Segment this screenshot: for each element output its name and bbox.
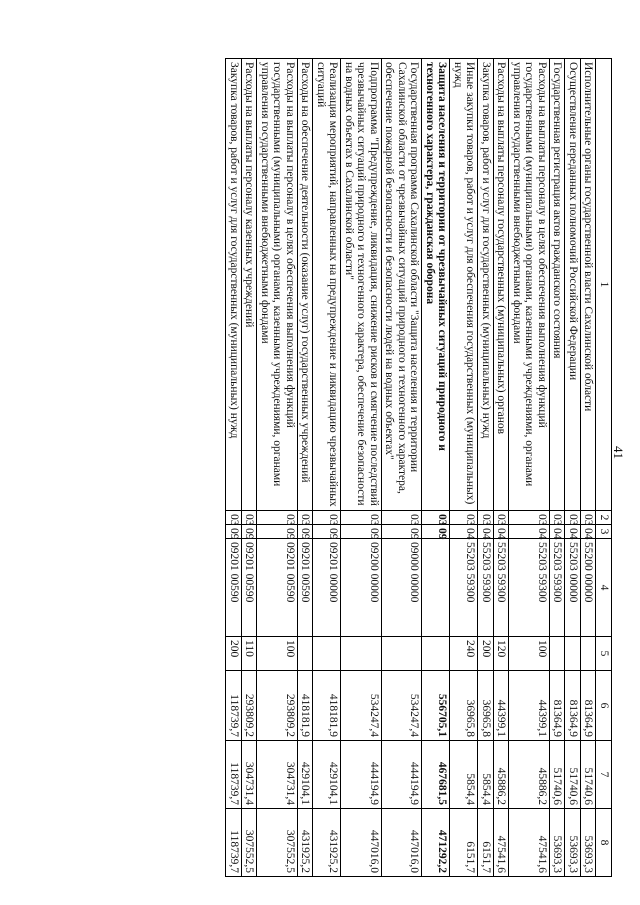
subsection-code-cell: 04 (450, 525, 478, 539)
name-cell: Иные закупки товаров, работ и услуг для обеспечения государственных (муниципальных) нужд (450, 59, 478, 511)
section-code-cell: 03 (509, 511, 550, 525)
amount-cell: 51740,6 (581, 741, 597, 809)
table-row (450, 59, 478, 877)
name-cell: Государственная программа Сахалинской области "Защита населения и территории Сахалинской области от чрезвычайных ситуаций природного и техногенного характера, обеспечение пожарной безопасности и безопасности людей на водных объектах" (382, 59, 423, 511)
amount-cell: 431925,2 (298, 809, 314, 877)
amount-cell: 444194,9 (341, 741, 382, 809)
amount-cell: 304731,4 (257, 741, 298, 809)
section-code-cell: 03 (341, 511, 382, 525)
table-row (341, 59, 382, 877)
expense-type-cell: 240 (450, 637, 478, 671)
amount-cell: 36965,8 (478, 671, 494, 741)
section-code-cell: 03 (298, 511, 314, 525)
amount-cell: 534247,4 (382, 671, 423, 741)
amount-cell: 431925,2 (313, 809, 341, 877)
amount-cell: 118739,7 (226, 741, 242, 809)
amount-cell: 467681,5 (422, 741, 450, 809)
amount-cell: 81364,9 (550, 671, 566, 741)
amount-cell: 6151,7 (450, 809, 478, 877)
name-cell: Расходы на выплаты персоналу казенных учреждений (242, 59, 258, 511)
amount-cell: 51740,6 (565, 741, 581, 809)
amount-cell: 429104,1 (313, 741, 341, 809)
header-cell: 3 (596, 525, 612, 539)
section-code-cell: 03 (565, 511, 581, 525)
target-code-cell: 09201 00590 (226, 539, 242, 637)
subsection-code-cell: 09 (382, 525, 423, 539)
amount-cell: 118739,7 (226, 671, 242, 741)
amount-cell: 418181,9 (313, 671, 341, 741)
subsection-code-cell: 09 (226, 525, 242, 539)
table-row (298, 59, 314, 877)
target-code-cell: 55203 00000 (565, 539, 581, 637)
section-code-cell: 03 (494, 511, 510, 525)
section-code-cell: 03 (226, 511, 242, 525)
amount-cell: 45886,2 (494, 741, 510, 809)
target-code-cell: 09200 00000 (341, 539, 382, 637)
section-code-cell: 03 (478, 511, 494, 525)
table-row (382, 59, 423, 877)
name-cell: Реализация мероприятий, направленных на предупреждение и ликвидацию чрезвычайных ситуаций (313, 59, 341, 511)
target-code-cell: 55203 59300 (550, 539, 566, 637)
amount-cell: 534247,4 (341, 671, 382, 741)
expense-type-cell (298, 637, 314, 671)
page-number: 41 (611, 446, 626, 459)
subsection-code-cell: 09 (341, 525, 382, 539)
target-code-cell: 09201 00590 (257, 539, 298, 637)
expense-type-cell (382, 637, 423, 671)
table-row (242, 59, 258, 877)
section-code-cell: 03 (257, 511, 298, 525)
header-cell: 5 (596, 637, 612, 671)
subsection-code-cell: 09 (313, 525, 341, 539)
amount-cell: 444194,9 (382, 741, 423, 809)
expense-type-cell (581, 637, 597, 671)
amount-cell: 304731,4 (242, 741, 258, 809)
table-row (226, 59, 242, 877)
amount-cell: 307552,5 (242, 809, 258, 877)
subsection-code-cell: 04 (581, 525, 597, 539)
amount-cell: 293809,2 (257, 671, 298, 741)
section-code-cell: 03 (382, 511, 423, 525)
section-code-cell: 03 (422, 511, 450, 525)
name-cell: Защита населения и территории от чрезвычайных ситуаций природного и техногенного характера, гражданская оборона (422, 59, 450, 511)
amount-cell: 293809,2 (242, 671, 258, 741)
amount-cell: 118739,7 (226, 809, 242, 877)
table-row (565, 59, 581, 877)
table-row (550, 59, 566, 877)
table-row (509, 59, 550, 877)
amount-cell: 556705,1 (422, 671, 450, 741)
header-cell: 4 (596, 539, 612, 637)
expense-type-cell (550, 637, 566, 671)
expense-type-cell (341, 637, 382, 671)
amount-cell: 53693,3 (550, 809, 566, 877)
name-cell: Осуществление переданных полномочий Российской Федерации (565, 59, 581, 511)
table-row (422, 59, 450, 877)
amount-cell: 44399,1 (509, 671, 550, 741)
target-code-cell: 09201 00590 (298, 539, 314, 637)
name-cell: Расходы на выплаты персоналу государственных (муниципальных) органов (494, 59, 510, 511)
expense-type-cell: 200 (478, 637, 494, 671)
amount-cell: 36965,8 (450, 671, 478, 741)
amount-cell: 429104,1 (298, 741, 314, 809)
expense-type-cell: 120 (494, 637, 510, 671)
target-code-cell: 09201 00000 (313, 539, 341, 637)
expense-type-cell (313, 637, 341, 671)
table-row (313, 59, 341, 877)
subsection-code-cell: 04 (494, 525, 510, 539)
subsection-code-cell: 04 (478, 525, 494, 539)
subsection-code-cell: 09 (242, 525, 258, 539)
amount-cell: 5854,4 (450, 741, 478, 809)
subsection-code-cell: 04 (565, 525, 581, 539)
target-code-cell: 55203 59300 (478, 539, 494, 637)
amount-cell: 53693,3 (565, 809, 581, 877)
name-cell: Закупка товаров, работ и услуг для государственных (муниципальных) нужд (226, 59, 242, 511)
expense-type-cell (565, 637, 581, 671)
section-code-cell: 03 (550, 511, 566, 525)
amount-cell: 81364,9 (565, 671, 581, 741)
name-cell: Расходы на обеспечение деятельности (оказание услуг) государственных учреждений (298, 59, 314, 511)
amount-cell: 47541,6 (509, 809, 550, 877)
section-code-cell: 03 (313, 511, 341, 525)
target-code-cell: 55203 59300 (494, 539, 510, 637)
header-cell: 2 (596, 511, 612, 525)
name-cell: Закупка товаров, работ и услуг для государственных (муниципальных) нужд (478, 59, 494, 511)
subsection-code-cell: 09 (298, 525, 314, 539)
header-cell: 8 (596, 809, 612, 877)
table-row (257, 59, 298, 877)
table-body (226, 59, 596, 877)
header-cell: 7 (596, 741, 612, 809)
subsection-code-cell: 04 (509, 525, 550, 539)
target-code-cell (422, 539, 450, 637)
expense-type-cell (422, 637, 450, 671)
header-cell: 1 (596, 59, 612, 511)
header-row (596, 59, 612, 877)
section-code-cell: 03 (581, 511, 597, 525)
amount-cell: 471292,2 (422, 809, 450, 877)
target-code-cell: 55200 00000 (581, 539, 597, 637)
amount-cell: 81364,9 (581, 671, 597, 741)
amount-cell: 5854,4 (478, 741, 494, 809)
subsection-code-cell: 09 (422, 525, 450, 539)
amount-cell: 6151,7 (478, 809, 494, 877)
table-row (494, 59, 510, 877)
amount-cell: 51740,6 (550, 741, 566, 809)
amount-cell: 418181,9 (298, 671, 314, 741)
table-row (478, 59, 494, 877)
section-code-cell: 03 (450, 511, 478, 525)
target-code-cell: 55203 59300 (450, 539, 478, 637)
target-code-cell: 09000 00000 (382, 539, 423, 637)
expense-type-cell: 100 (509, 637, 550, 671)
amount-cell: 53693,3 (581, 809, 597, 877)
header-cell: 6 (596, 671, 612, 741)
amount-cell: 447016,0 (382, 809, 423, 877)
target-code-cell: 55203 59300 (509, 539, 550, 637)
budget-table (226, 58, 613, 877)
name-cell: Расходы на выплаты персоналу в целях обеспечения выполнения функций государственными (муниципальными) органами, казенными учреждениями, органами управления государственными внебюджетными фондами (257, 59, 298, 511)
amount-cell: 47541,6 (494, 809, 510, 877)
expense-type-cell: 100 (257, 637, 298, 671)
expense-type-cell: 110 (242, 637, 258, 671)
name-cell: Государственная регистрация актов гражданского состояния (550, 59, 566, 511)
amount-cell: 447016,0 (341, 809, 382, 877)
name-cell: Подпрограмма "Предупреждение, ликвидация, снижение рисков и смягчение последствий чрезвычайных ситуаций природного и техногенного характера, обеспечение безопасности на водных объектах в Сахалинской области" (341, 59, 382, 511)
amount-cell: 307552,5 (257, 809, 298, 877)
amount-cell: 44399,1 (494, 671, 510, 741)
amount-cell: 45886,2 (509, 741, 550, 809)
expense-type-cell: 200 (226, 637, 242, 671)
subsection-code-cell: 04 (550, 525, 566, 539)
section-code-cell: 03 (242, 511, 258, 525)
table-row (581, 59, 597, 877)
target-code-cell: 09201 00590 (242, 539, 258, 637)
subsection-code-cell: 09 (257, 525, 298, 539)
name-cell: Исполнительные органы государственной власти Сахалинской области (581, 59, 597, 511)
name-cell: Расходы на выплаты персоналу в целях обеспечения выполнения функций государственными (муниципальными) органами, казенными учреждениями, органами управления государственными внебюджетными фондами (509, 59, 550, 511)
